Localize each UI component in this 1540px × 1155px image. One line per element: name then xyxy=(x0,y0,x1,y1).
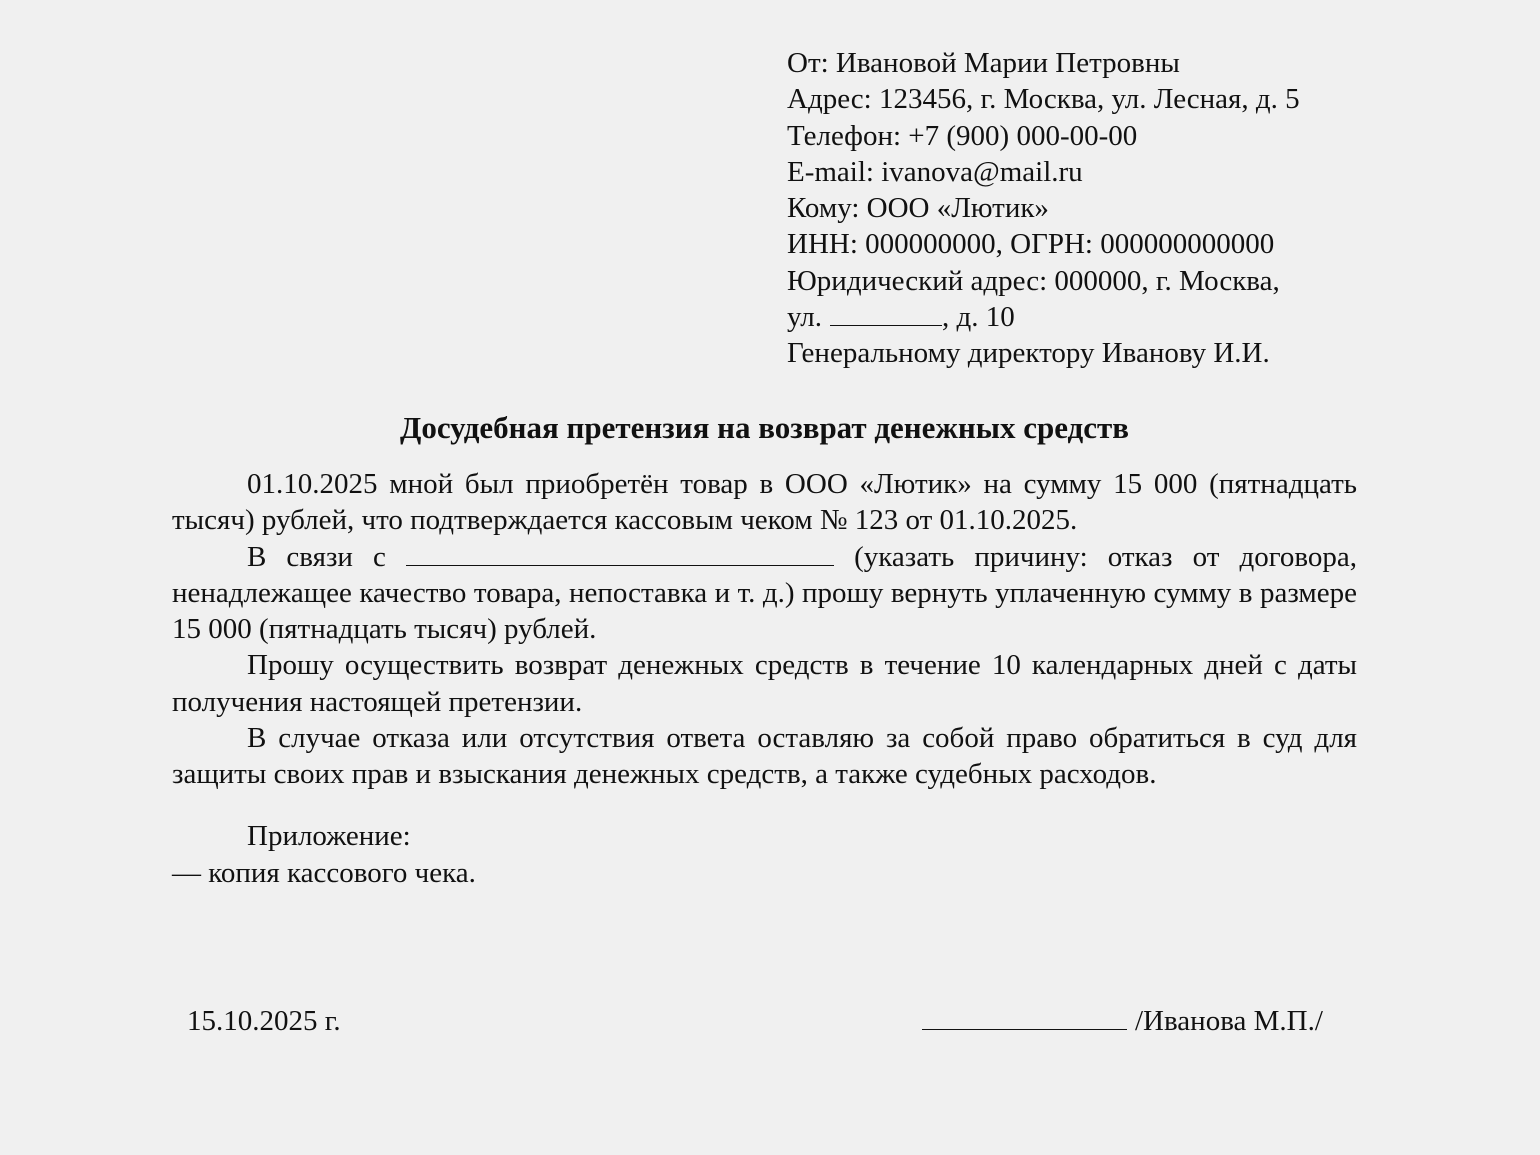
paragraph-reason xyxy=(172,539,1357,648)
recipient-legal-address: Юридический адрес: 000000, г. Москва, xyxy=(787,264,1280,297)
street-prefix: ул. xyxy=(787,301,822,334)
paragraph-purchase: 01.10.2025 мной был приобретён товар в ООО «Лютик» на сумму 15 000 (пятнадцать тысяч) рублей, что подтверждается кассовым чеком № 123 от 01.10.2025. xyxy=(172,468,1357,537)
sender-address: Адрес: 123456, г. Москва, ул. Лесная, д. 5 xyxy=(787,83,1300,116)
paragraph-refund-term: Прошу осуществить возврат денежных средств в течение 10 календарных дней с даты получения настоящей претензии. xyxy=(172,649,1357,718)
sender-name: От: Ивановой Марии Петровны xyxy=(787,47,1180,79)
sender-recipient-block xyxy=(787,45,1427,372)
signature-block xyxy=(922,1003,1323,1039)
recipient-director: Генеральному директору Иванову И.И. xyxy=(787,337,1270,370)
attachment-item: — копия кассового чека. xyxy=(172,857,476,889)
street-blank-line xyxy=(830,303,942,326)
sender-email: E-mail: ivanova@mail.ru xyxy=(787,155,1083,188)
recipient-inn-ogrn: ИНН: 000000000, ОГРН: 000000000000 xyxy=(787,228,1275,261)
signature-name: /Иванова М.П./ xyxy=(1135,1005,1323,1037)
signature-line xyxy=(922,1005,1127,1030)
reason-suffix: (указать причину: отказ от договора, ненадлежащее качество товара, непоставка и т. д.) прошу вернуть уплаченную сумму в размере 15 000 (пятнадцать тысяч) рублей. xyxy=(172,540,1358,646)
recipient-street-line xyxy=(787,299,1427,335)
attachments-title: Приложение: xyxy=(247,820,411,852)
recipient-company: Кому: ООО «Лютик» xyxy=(787,192,1049,225)
reason-blank-line xyxy=(406,543,834,566)
attachments xyxy=(172,818,972,892)
document-title: Досудебная претензия на возврат денежных средств xyxy=(400,410,1129,445)
reason-prefix: В связи с xyxy=(247,540,386,573)
claim-body xyxy=(172,466,1357,793)
sender-phone: Телефон: +7 (900) 000-00-00 xyxy=(787,119,1138,152)
document-date: 15.10.2025 г. xyxy=(187,1005,341,1037)
street-suffix: , д. 10 xyxy=(941,301,1015,334)
paragraph-court-warning: В случае отказа или отсутствия ответа оставляю за собой право обратиться в суд для защиты своих прав и взыскания денежных средств, а также судебных расходов. xyxy=(172,722,1357,791)
